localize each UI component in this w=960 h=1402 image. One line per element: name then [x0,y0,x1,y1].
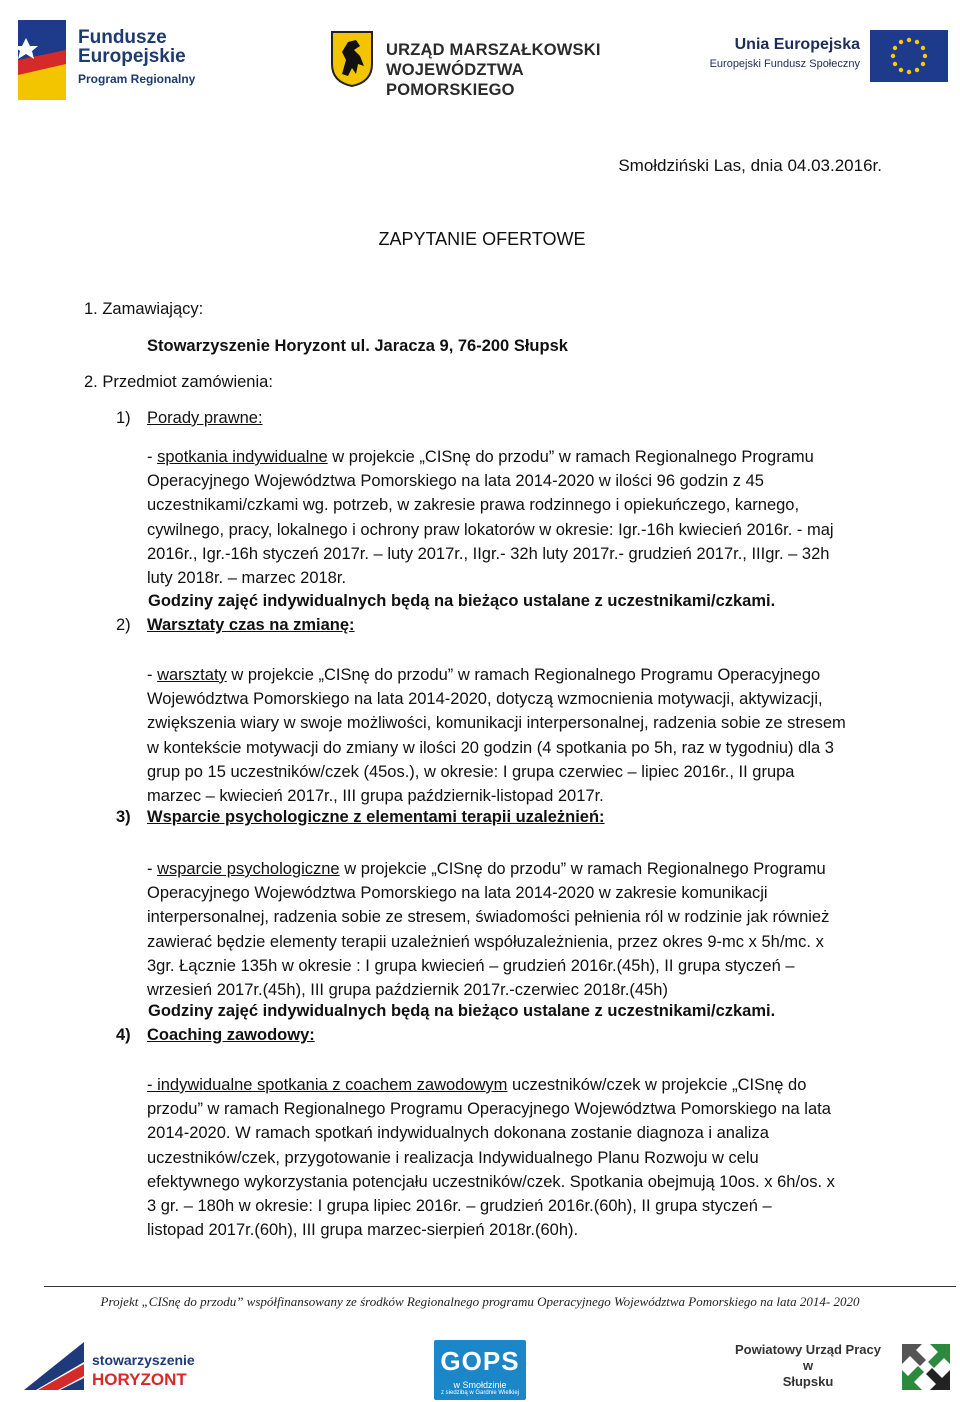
item4-line6: listopad 2017r.(60h), III grupa marzec-sierpień 2018r.(60h). [147,1221,579,1240]
gops-line3: z siedzibą w Gardnie Wielkiej [440,1390,520,1396]
unia-europejska-logo [690,30,952,88]
item2-line5: marzec – kwiecień 2017r., III grupa październik-listopad 2017r. [147,787,604,806]
item1-line5: luty 2018r. – marzec 2018r. [147,569,347,588]
item1-line: - spotkania indywidualne w projekcie „CISnę do przodu” w ramach Regionalnego Programu [147,448,814,466]
item2-paragraph [147,663,880,808]
item1-lead: spotkania indywidualne [157,448,328,466]
item4-line3: uczestników/czek, przygotowanie i realizacja Indywidualnego Planu Rozwoju w celu [147,1148,759,1167]
item4-line1: przodu” w ramach Regionalnego Programu Operacyjnego Województwa Pomorskiego na lata [147,1100,831,1119]
section2-label: 2. Przedmiot zamówienia: [84,373,273,391]
item3-line2: interpersonalnej, radzenia sobie ze stresem, świadomości pełnienia ról w rodzinie jak również [147,908,830,927]
fundusze-line1: Fundusze [78,27,167,48]
item2-number: 2) [116,616,131,634]
griffin-crest-icon [330,30,374,88]
item1-line1: Operacyjnego Województwa Pomorskiego na lata 2014-2020 w ilości 96 godzin z 45 [147,472,764,491]
item4-paragraph [147,1073,880,1242]
item2-line1: Województwa Pomorskiego na lata 2014-2020, dotyczą wzmocnienia motywacji, aktywizacji, [147,690,823,709]
item2-line: - warsztaty w projekcie „CISnę do przodu” w ramach Regionalnego Programu Operacyjnego [147,666,821,684]
gops-logo [434,1340,526,1400]
item4-lead: - indywidualne spotkania z coachem zawodowym [147,1076,508,1094]
item4-heading: Coaching zawodowy: [147,1026,315,1044]
horyzont-line2: HORYZONT [92,1370,187,1389]
section1-value: Stowarzyszenie Horyzont ul. Jaracza 9, 76-200 Słupsk [147,337,568,355]
item3-heading: Wsparcie psychologiczne z elementami terapii uzależnień: [147,808,605,826]
item1-line4: 2016r., Igr.-16h styczeń 2017r. – luty 2017r., IIgr.- 32h luty 2017r.- grudzień 2017r., IIIgr. – 32h [147,544,830,563]
fundusze-line2: Europejskie [78,46,186,67]
item3-bold-note: Godziny zajęć indywidualnych będą na bieżąco ustalane z uczestnikami/czkami. [148,1002,776,1020]
urzad-marszalkowski-logo [330,30,650,99]
item2-heading: Warsztaty czas na zmianę: [147,616,355,634]
urzad-marszalkowski-text [386,40,650,100]
item1-line0: w projekcie „CISnę do przodu” w ramach Regionalnego Programu [327,448,814,466]
document-date: Smołdziński Las, dnia 04.03.2016r. [618,156,882,175]
item2-line4: grup po 15 uczestników/czek (45os.), w okresie: I grupa czerwiec – lipiec 2016r., II grupa [147,762,795,781]
item4-line0: uczestników/czek w projekcie „CISnę do [507,1076,807,1094]
item2-lead: warsztaty [157,666,227,684]
item3-number: 3) [116,808,131,826]
pup-line2: w [802,1358,814,1373]
item1-number: 1) [116,409,131,427]
pup-line1: Powiatowy Urząd Pracy [735,1342,881,1357]
fundusze-europejskie-logo [18,20,228,104]
unia-line1: Unia Europejska [734,36,860,53]
pup-arrows-icon [900,1342,952,1392]
item1-line2: uczestnikami/czkami wg. potrzeb, w zakresie prawa rodzinnego i opiekuńczego, karnego, [147,496,800,515]
item1-heading: Porady prawne: [147,409,263,427]
item1-bold-note: Godziny zajęć indywidualnych będą na bieżąco ustalane z uczestnikami/czkami. [148,592,776,610]
section1-label: 1. Zamawiający: [84,300,204,318]
document-title-text: ZAPYTANIE OFERTOWE [378,229,586,249]
footer-project-text: Projekt „CISnę do przodu” współfinansowany ze środków Regionalnego programu Operacyjnego Województwa Pomorskiego na lata 2014- 2020 [100,1294,860,1309]
item4-line2: 2014-2020. W ramach spotkań indywidualnych dokonana zostanie diagnoza i analiza [147,1124,769,1143]
pup-text [724,1342,892,1390]
item4-line [147,1073,880,1097]
unia-line2: Europejski Fundusz Społeczny [709,58,860,70]
item3-line5: wrzesień 2017r.(45h), III grupa październik 2017r.-czerwiec 2018r.(45h) [147,981,668,1000]
unia-europejska-text [690,36,860,70]
pup-line3: Słupsku [782,1374,834,1389]
footer-divider [44,1286,956,1287]
item3-line4: 3gr. Łącznie 135h w okresie : I grupa kwiecień – grudzień 2016r.(45h), II grupa styczeń – [147,956,795,975]
gops-line1: GOPS [440,1346,520,1376]
eu-flag-icon [870,30,948,82]
item2-line3: w kontekście motywacji do zmiany w ilości 20 godzin (4 spotkania po 5h, raz w tygodniu) dla 3 [147,738,834,757]
horyzont-line1: stowarzyszenie [92,1352,195,1368]
fundusze-europejskie-flag-icon [18,20,66,100]
item2-line0: w projekcie „CISnę do przodu” w ramach Regionalnego Programu Operacyjnego [226,666,821,684]
urzad-line1: URZĄD MARSZAŁKOWSKI [386,41,601,59]
item4-line4: efektywnego wykorzystania potencjału uczestników/czek. Spotkania obejmują 10os. x 6h/os. x [147,1172,835,1191]
item3-line1: Operacyjnego Województwa Pomorskiego na lata 2014-2020 w zakresie komunikacji [147,884,768,903]
pup-slupsk-logo [724,1342,954,1394]
item3-lead: wsparcie psychologiczne [157,860,340,878]
item2-line2: zwiększenia wiary w swoje możliwości, komunikacji interpersonalnej, radzenia sobie ze stresem [147,714,846,733]
document-title [0,229,960,250]
gops-line2: w Smołdzinie [453,1380,507,1390]
item1-paragraph [147,445,880,590]
item1-line3: cywilnego, pracy, lokalnego i ochrony praw lokatorów w okresie: Igr.-16h kwiecień 2016r. - maj [147,520,834,539]
item3-paragraph [147,857,880,1002]
fundusze-line3: Program Regionalny [78,72,196,86]
item4-line5: 3 gr. – 180h w okresie: I grupa lipiec 2016r. – grudzień 2016r.(60h), II grupa styczeń – [147,1197,772,1216]
fundusze-europejskie-text [78,28,195,89]
item3-line: - wsparcie psychologiczne w projekcie „CISnę do przodu” w ramach Regionalnego Programu [147,860,826,878]
horyzont-mark-icon [24,1342,84,1390]
item3-line0: w projekcie „CISnę do przodu” w ramach Regionalnego Programu [339,860,826,878]
item3-line3: zawierać będzie elementy terapii uzależnień współuzależnienia, przez okres 9-mc x 5h/mc. x [147,932,824,951]
horyzont-logo [24,1338,204,1398]
urzad-line2: WOJEWÓDZTWA POMORSKIEGO [386,61,524,99]
item4-number: 4) [116,1026,131,1044]
